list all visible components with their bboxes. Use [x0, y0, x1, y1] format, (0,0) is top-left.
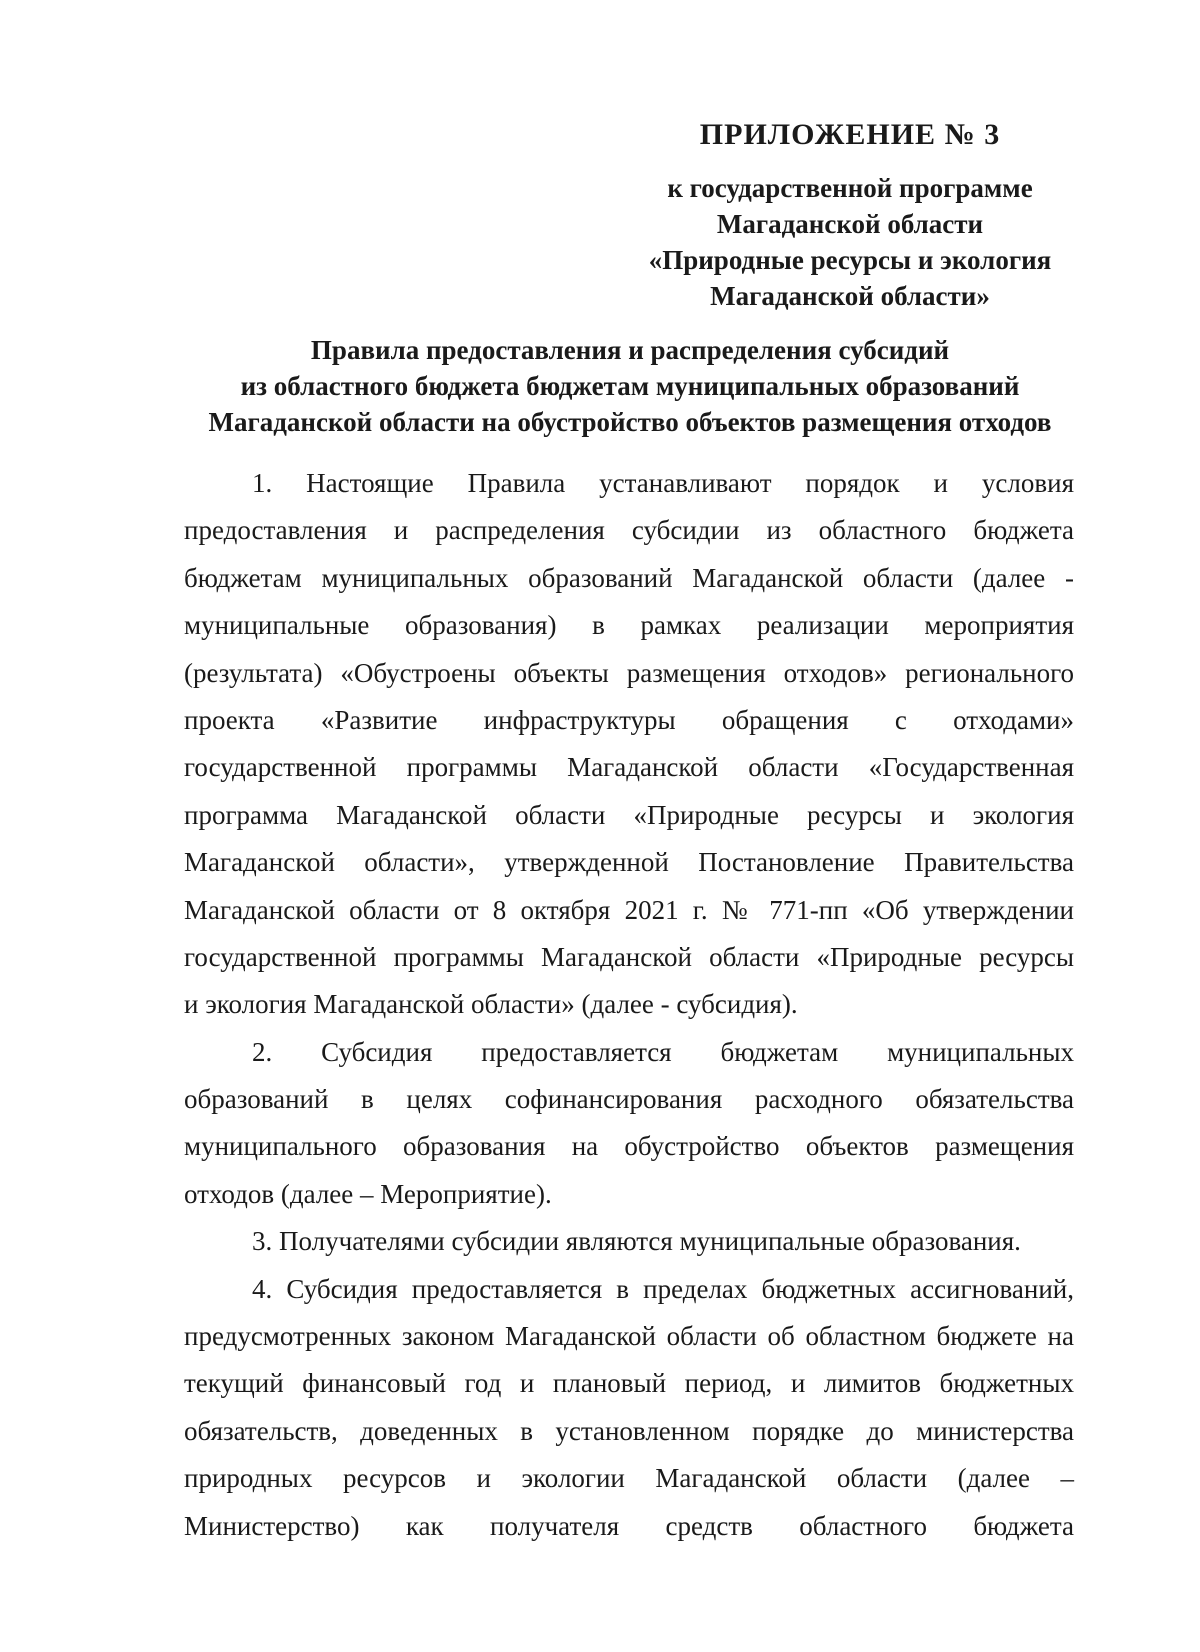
- text-line: 2. Субсидия предоставляется бюджетам муниципальных: [252, 1036, 1074, 1067]
- appendix-reference-line: Магаданской области: [716, 209, 984, 239]
- document-title: [180, 332, 1080, 440]
- text-line: обязательств, доведенных в установленном порядке до министерства: [184, 1415, 1074, 1446]
- text-line: и экология Магаданской области» (далее - субсидия).: [184, 989, 798, 1020]
- text-line: предусмотренных законом Магаданской области об областном бюджете на: [184, 1321, 1074, 1352]
- text-line: проекта «Развитие инфраструктуры обращения с отходами»: [184, 704, 1074, 735]
- text-line: предоставления и распределения субсидии из областного бюджета: [184, 515, 1074, 546]
- appendix-title: ПРИЛОЖЕНИЕ № 3: [699, 118, 1001, 151]
- document-title-line: из областного бюджета бюджетам муниципальных образований: [240, 371, 1020, 401]
- text-line: муниципального образования на обустройство объектов размещения: [184, 1131, 1074, 1162]
- text-line: 3. Получателями субсидии являются муниципальные образования.: [252, 1226, 1021, 1257]
- appendix-reference-line: «Природные ресурсы и экология: [648, 245, 1052, 275]
- text-line: государственной программы Магаданской области «Природные ресурсы: [184, 941, 1074, 972]
- appendix-reference: [600, 170, 1100, 314]
- text-line: бюджетам муниципальных образований Магаданской области (далее -: [184, 562, 1074, 593]
- text-line: Министерство) как получателя средств областного бюджета: [184, 1510, 1074, 1541]
- document-body: [184, 460, 1074, 1550]
- paragraph-3: [184, 1218, 1074, 1265]
- paragraph-2: [184, 1029, 1074, 1219]
- text-line: государственной программы Магаданской области «Государственная: [184, 752, 1074, 783]
- paragraph-4: [184, 1266, 1074, 1550]
- text-line: отходов (далее – Мероприятие).: [184, 1178, 552, 1209]
- text-line: Магаданской области», утвержденной Постановление Правительства: [184, 847, 1074, 878]
- text-line: программа Магаданской области «Природные ресурсы и экология: [184, 799, 1074, 830]
- appendix-reference-line: к государственной программе: [667, 173, 1033, 203]
- text-line: 4. Субсидия предоставляется в пределах бюджетных ассигнований,: [252, 1273, 1074, 1304]
- text-line: Магаданской области от 8 октября 2021 г. № 771-пп «Об утверждении: [184, 894, 1074, 925]
- text-line: природных ресурсов и экологии Магаданской области (далее –: [184, 1463, 1074, 1494]
- text-line: 1. Настоящие Правила устанавливают порядок и условия: [252, 468, 1074, 498]
- text-line: образований в целях софинансирования расходного обязательства: [184, 1084, 1074, 1115]
- document-title-line: Правила предоставления и распределения субсидий: [310, 335, 950, 365]
- text-line: муниципальные образования) в рамках реализации мероприятия: [184, 610, 1074, 641]
- appendix-reference-line: Магаданской области»: [710, 281, 990, 311]
- document-title-line: Магаданской области на обустройство объектов размещения отходов: [208, 407, 1052, 437]
- text-line: текущий финансовый год и плановый период, и лимитов бюджетных: [184, 1368, 1074, 1399]
- text-line: (результата) «Обустроены объекты размещения отходов» регионального: [184, 657, 1074, 688]
- paragraph-1: [184, 460, 1074, 1029]
